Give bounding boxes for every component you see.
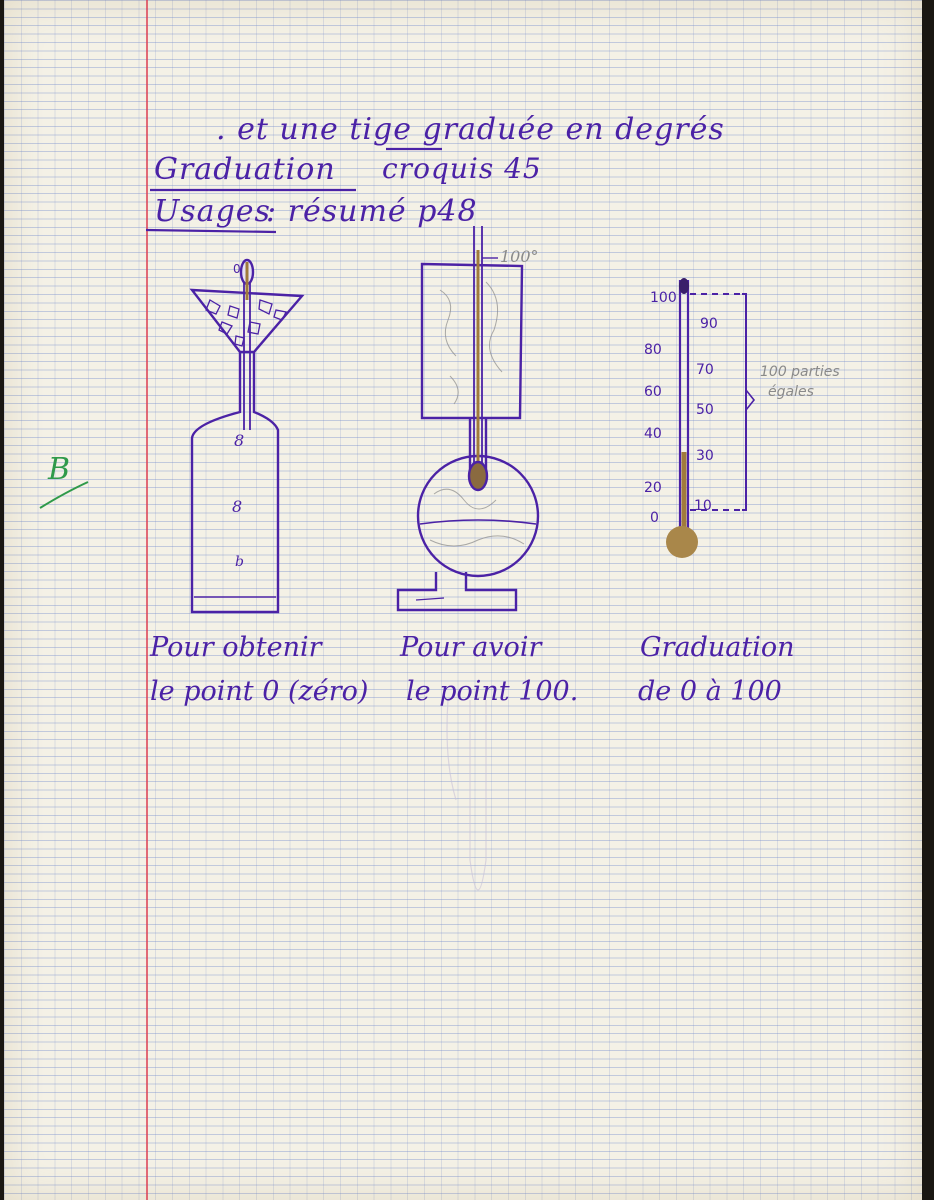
- caption-1-line-2: le point 0 (zéro): [150, 676, 369, 707]
- caption-2-line-1: Pour avoir: [400, 632, 542, 663]
- svg-text:8: 8: [232, 497, 243, 516]
- header-line-2-title: Graduation: [154, 152, 336, 187]
- scale-left-40: 40: [644, 426, 662, 442]
- scale-left-100: 100: [650, 290, 677, 306]
- diagrams-drawing: [4, 0, 922, 1200]
- caption-3-line-1: Graduation: [640, 632, 795, 663]
- svg-text:b: b: [235, 554, 244, 570]
- scale-left-20: 20: [644, 480, 662, 496]
- bracket-note-line1: 100 parties: [760, 364, 840, 380]
- scale-right-10: 10: [694, 498, 712, 514]
- boiling-point-label: 100°: [500, 247, 539, 266]
- caption-3-line-2: de 0 à 100: [638, 676, 782, 707]
- thermometer-bulb: [666, 526, 698, 558]
- notebook-page: [4, 0, 922, 1200]
- stem-top: [679, 278, 689, 294]
- caption-1-line-1: Pour obtenir: [150, 632, 322, 663]
- ice-bottle-diagram: [192, 260, 302, 612]
- flask-stand: [398, 572, 516, 610]
- header-line-2-rest: croquis 45: [382, 152, 542, 185]
- header-line-1: . et une tige graduée en degrés: [216, 112, 725, 147]
- margin-mark: B: [48, 452, 71, 487]
- underline-usages: [146, 230, 276, 232]
- scale-right-90: 90: [700, 316, 718, 332]
- scale-left-60: 60: [644, 384, 662, 400]
- steam-sketch: [440, 282, 502, 404]
- scale-left-0: 0: [650, 510, 659, 526]
- steam-chamber: [422, 264, 522, 418]
- svg-text:8: 8: [234, 431, 245, 450]
- scale-right-50: 50: [696, 402, 714, 418]
- ice-thermometer-label: 0: [233, 262, 241, 276]
- header-line-3-title: Usages: [154, 194, 271, 229]
- boiling-flask-diagram: [398, 226, 542, 890]
- bracket-note-line2: égales: [768, 384, 814, 400]
- scale-right-70: 70: [696, 362, 714, 378]
- title-underlines: [146, 149, 442, 232]
- caption-2-line-2: le point 100.: [406, 676, 579, 707]
- header-line-3-rest: : résumé p48: [266, 194, 478, 229]
- scale-left-80: 80: [644, 342, 662, 358]
- scale-right-30: 30: [696, 448, 714, 464]
- margin-mark-underline: [40, 482, 88, 508]
